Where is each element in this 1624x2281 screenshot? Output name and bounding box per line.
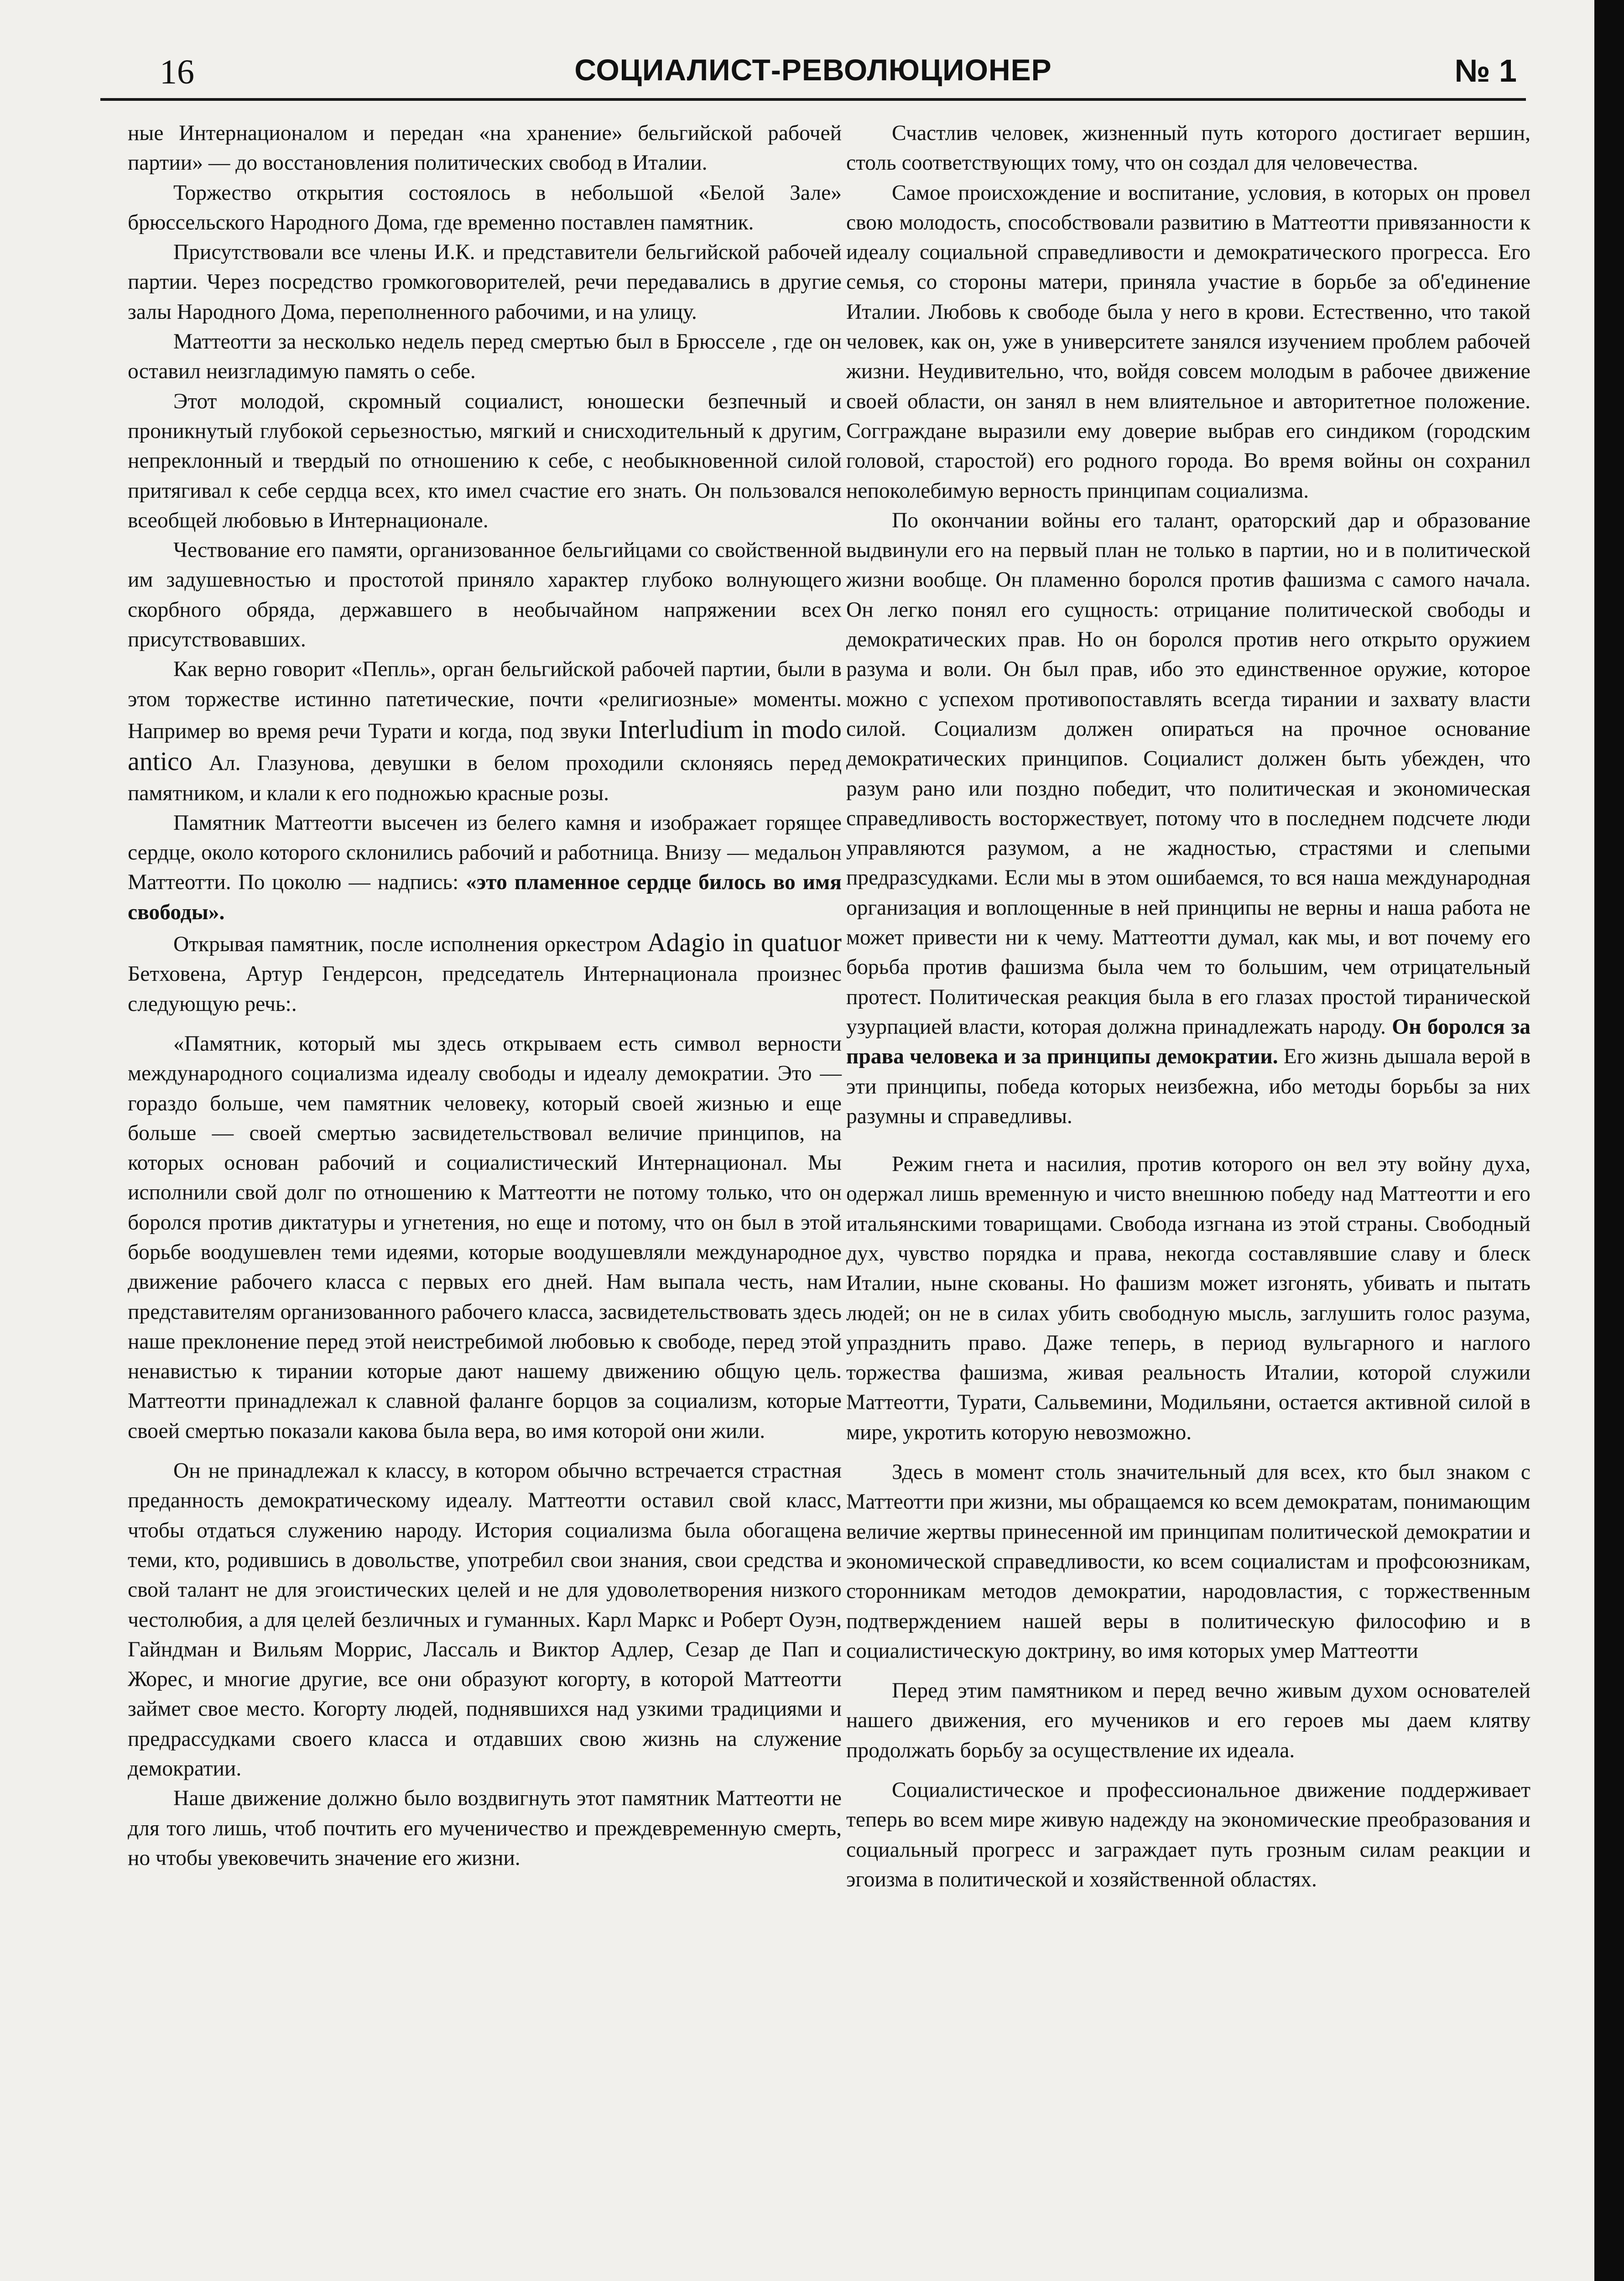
- paragraph: Социалистическое и профессиональное движение поддерживает теперь во всем мире живую надежду на экономические преобразования и социальный прогресс и заграждает путь грозным силам реакции и эгоизма в политической и хозяйственной областях.: [846, 1778, 1530, 1891]
- left-column: [128, 119, 842, 1873]
- paragraph: Здесь в момент столь значительный для всех, кто был знаком с Маттеотти при жизни, мы обращаемся ко всем демократам, понимающим величие жертвы принесенной им принципам политической демократии и экономической справедливости, ко всем социалистам и профсоюзникам, сторонникам методов демократии, народовластия, с торжественным подтверждением нашей веры в политическую философию и в социалистическую доктрину, во имя которых умер Маттеотти: [846, 1460, 1530, 1663]
- paragraph: Присутствовали все члены И.К. и представители бельгийской рабочей партии. Через посредство громкоговорителей, речи передавались в другие залы Народного Дома, переполненного рабочими, и на улицу.: [128, 240, 842, 324]
- paragraph: ные Интернационалом и передан «на хранение» бельгийской рабочей партии» — до восстановления политических свобод в Италии.: [128, 121, 842, 175]
- paragraph: Перед этим памятником и перед вечно живым духом основателей нашего движения, его мучеников и его героев мы даем клятву продолжать борьбу за осуществление их идеала.: [846, 1679, 1530, 1762]
- scan-border: [1594, 0, 1624, 2281]
- right-column: [846, 119, 1530, 1895]
- paragraph: Наше движение должно было воздвигнуть этот памятник Маттеотти не для того лишь, чтоб почтить его мученичество и преждевременную смерть, но чтобы увековечить значение его жизни.: [128, 1786, 842, 1870]
- paragraph: Счастлив человек, жизненный путь которого достигает вершин, столь соответствующих тому, что он создал для человечества.: [846, 121, 1530, 175]
- music-title: Interludium in modo antico: [128, 714, 842, 776]
- paragraph: Режим гнета и насилия, против которого он вел эту войну духа, одержал лишь временную и чисто внешнюю победу над Маттеотти и его итальянскими товарищами. Свобода изгнана из этой страны. Свободный дух, чувство порядка и права, некогда составлявшие славу и блеск Италии, ныне скованы. Но фашизм может изгонять, убивать и пытать людей; он не в силах убить свободную мысль, заглушить голос разума, упразднить право. Даже теперь, в период вульгарного и наглого торжества фашизма, живая реальность Италии, которой служили Маттеотти, Турати, Сальвемини, Модильяни, остается активной силой в мире, укротить которую невозможно.: [846, 1152, 1530, 1444]
- paragraph: Открывая памятник, после исполнения оркестром Adagio in quatuor Бетховена, Артур Гендерсон, председатель Интернационала произнес следующую речь:.: [128, 927, 842, 1016]
- issue-number: № 1: [1454, 53, 1517, 89]
- publication-title: СОЦИАЛИСТ-РЕВОЛЮЦИОНЕР: [574, 53, 1052, 87]
- page-number: 16: [160, 53, 194, 91]
- monument-inscription: «это пламенное сердце билось во имя свободы».: [128, 870, 842, 924]
- paragraph: Как верно говорит «Пепль», орган бельгийской рабочей партии, были в этом торжестве истинно патетические, почти «религиозные» моменты. Например во время речи Турати и когда, под звуки Interludium in modo antico Ал. Глазунова, девушки в белом проходили склоняясь перед памятником, и клали к его подножью красные розы.: [128, 657, 842, 805]
- paragraph: Самое происхождение и воспитание, условия, в которых он провел свою молодость, способствовали развитию в Маттеотти привязанности к идеалу социальной справедливости и демократического прогресса. Его семья, со стороны матери, приняла участие в борьбе за об'единение Италии. Любовь к свободе была у него в крови. Естественно, что такой человек, как он, уже в университете занялся изучением проблем рабочей жизни. Неудивительно, что, войдя совсем молодым в рабочее движение своей области, он занял в нем влиятельное и авторитетное положение. Согграждане выразили ему доверие выбрав его синдиком (городским головой, старостой) его родного города. Во время войны он сохранил непоколебимую верность принципам социализма.: [846, 181, 1530, 503]
- paragraph: Чествование его памяти, организованное бельгийцами со свойственной им задушевностью и простотой приняло характер глубоко волнующего скорбного обряда, державшего в необычайном напряжении всех присутствовавших.: [128, 538, 842, 652]
- music-title: Adagio in quatuor: [647, 927, 842, 958]
- paragraph: Торжество открытия состоялось в небольшой «Белой Зале» брюссельского Народного Дома, где временно поставлен памятник.: [128, 181, 842, 234]
- paragraph: Маттеотти за несколько недель перед смертью был в Брюсселе , где он оставил неизгладимую память о себе.: [128, 330, 842, 384]
- paragraph: Памятник Маттеотти высечен из белего камня и изображает горящее сердце, около которого склонились рабочий и работница. Внизу — медальон Маттеотти. По цоколю — надпись: «это пламенное сердце билось во имя свободы».: [128, 811, 842, 924]
- emphasis: Он боролся за права человека и за принципы демократии.: [846, 1015, 1530, 1069]
- paragraph: Этот молодой, скромный социалист, юношески безпечный и проникнутый глубокой серьезностью, мягкий и снисходительный к другим, непреклонный и твердый по отношению к себе, с необыкновенной силой притягивал к себе сердца всех, кто имел счастие его знать. Он пользовался всеобщей любовью в Интернационале.: [128, 389, 842, 532]
- paragraph: «Памятник, который мы здесь открываем есть символ верности международного социализма идеалу свободы и идеалу демократии. Это — гораздо больше, чем памятник человеку, который своей жизнью и еще больше — своей смертью засвидетельствовал величие принципов, на которых основан рабочий и социалистический Интернационал. Мы исполнили свой долг по отношению к Маттеотти не потому только, что он боролся против диктатуры и угнетения, но еще и потому, что он был в этой борьбе воодушевлен теми идеями, которые воодушевляли международное движение рабочего класса с первых его дней. Нам выпала честь, нам представителям организованного рабочего класса, засвидетельствовать здесь наше преклонение перед этой неистребимой любовью к свободе, перед этой ненавистью к тирании которые дают нашему движению общую цель. Маттеотти принадлежал к славной фаланге борцов за социализм, которые своей смертью показали какова была вера, во имя которой они жили.: [128, 1031, 842, 1443]
- paragraph: Он не принадлежал к классу, в котором обычно встречается страстная преданность демократическому идеалу. Маттеотти оставил свой класс, чтобы отдаться служению народу. История социализма была обогащена теми, кто, родившись в довольстве, употребил свои знания, свои средства и свой талант не для эгоистических целей и не для удоволетворения низкого честолюбия, а для целей безличных и гуманных. Карл Маркс и Роберт Оуэн, Гайндман и Вильям Моррис, Лассаль и Виктор Адлер, Сезар де Пап и Жорес, и многие другие, все они образуют когорту, в которой Маттеотти займет свое место. Когорту людей, поднявшихся над узкими традициями и предрассудками своего класса и отдавших свою жизнь на служение демократии.: [128, 1459, 842, 1781]
- page-header: [100, 52, 1526, 101]
- paragraph: По окончании войны его талант, ораторский дар и образование выдвинули его на первый план не только в партии, но и в политической жизни вообще. Он пламенно боролся против фашизма с самого начала. Он легко понял его сущность: отрицание политической свободы и демократических прав. Но он боролся против него открыто оружием разума и воли. Он был прав, ибо это единственное оружие, которое можно с успехом противопоставлять всегда тирании и захвату власти силой. Социализм должен опираться на прочное основание демократических принципов. Социалист должен быть убежден, что разум рано или поздно победит, что политическая и экономическая справедливость восторжествует, потому что в последнем подсчете люди управляются разумом, а не жадностью, страстями и слепыми предразсудками. Если мы в этом ошибаемся, то вся наша международная организация и воплощенные в ней принципы не верны и наша работа не может привести ни к чему. Маттеотти думал, как мы, и вот почему его борьба против фашизма была чем то большим, чем отрицательный протест. Политическая реакция была в его глазах простой тиранической узурпацией власти, которая должна принадлежать народу. Он боролся за права человека и за принципы демократии. Его жизнь дышала верой в эти принципы, победа которых неизбежна, ибо методы борьбы за них разумны и справедливы.: [846, 508, 1530, 1128]
